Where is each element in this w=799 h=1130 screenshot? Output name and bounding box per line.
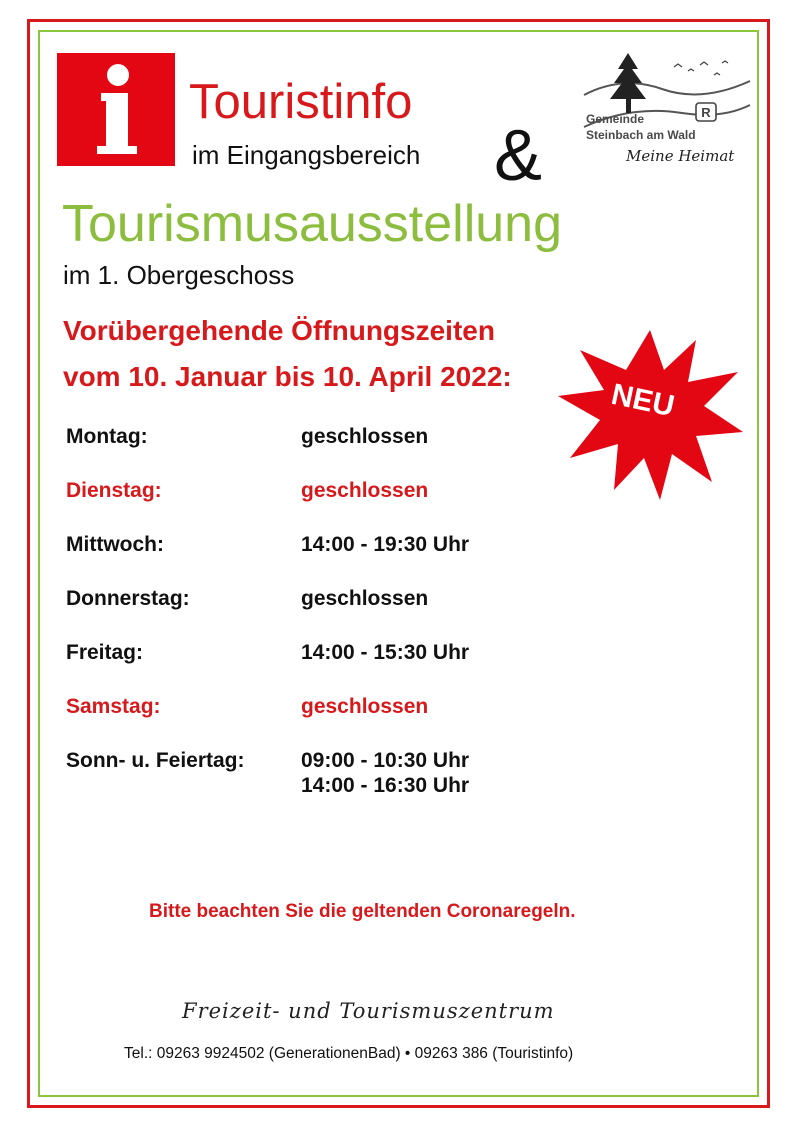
day-label: Samstag: xyxy=(66,695,161,718)
schedule-row-thursday xyxy=(66,586,666,616)
inner-green-border xyxy=(38,30,759,1097)
temporary-hours-period: vom 10. Januar bis 10. April 2022: xyxy=(63,361,512,392)
schedule-row-saturday xyxy=(66,694,666,724)
logo-text-town: Steinbach am Wald xyxy=(586,128,696,142)
hours-value: 14:00 - 15:30 Uhr xyxy=(301,641,470,664)
day-label: Donnerstag: xyxy=(66,587,190,610)
schedule-row-sunday-holiday xyxy=(66,748,666,804)
logo-badge: R xyxy=(701,105,711,120)
schedule-row-tuesday xyxy=(66,478,666,508)
phone-numbers: Tel.: 09263 9924502 (GenerationenBad) • 09263 386 (Touristinfo) xyxy=(124,1045,574,1062)
day-label: Sonn- u. Feiertag: xyxy=(66,749,245,772)
exhibition-floor: im 1. Obergeschoss xyxy=(63,260,295,290)
schedule-row-friday xyxy=(66,640,666,670)
day-label: Freitag: xyxy=(66,641,144,664)
schedule-row-monday xyxy=(66,424,666,454)
municipality-logo xyxy=(582,45,754,180)
hours-value: 14:00 - 19:30 Uhr xyxy=(301,533,470,556)
logo-text-gemeinde: Gemeinde xyxy=(586,112,645,126)
center-name: Freizeit- und Tourismuszentrum xyxy=(182,999,555,1023)
day-label: Montag: xyxy=(66,425,148,448)
corona-notice: Bitte beachten Sie die geltenden Coronaregeln. xyxy=(149,901,576,922)
temporary-hours-heading: Vorübergehende Öffnungszeiten xyxy=(63,315,495,346)
hours-value: 09:00 - 10:30 Uhr xyxy=(301,749,470,772)
hours-value: geschlossen xyxy=(301,587,429,610)
hours-value: geschlossen xyxy=(301,425,429,448)
hours-value: geschlossen xyxy=(301,479,429,502)
new-badge: NEU xyxy=(608,377,678,424)
day-label: Dienstag: xyxy=(66,479,162,502)
exhibition-title: Tourismusausstellung xyxy=(62,195,563,253)
touristinfo-title: Touristinfo xyxy=(189,75,413,129)
hours-value-second: 14:00 - 16:30 Uhr xyxy=(301,774,470,797)
day-label: Mittwoch: xyxy=(66,533,164,556)
schedule-row-wednesday xyxy=(66,532,666,562)
ampersand: & xyxy=(494,116,543,196)
info-icon xyxy=(57,53,175,166)
logo-slogan: Meine Heimat xyxy=(626,147,735,165)
hours-value: geschlossen xyxy=(301,695,429,718)
touristinfo-location: im Eingangsbereich xyxy=(192,140,421,170)
